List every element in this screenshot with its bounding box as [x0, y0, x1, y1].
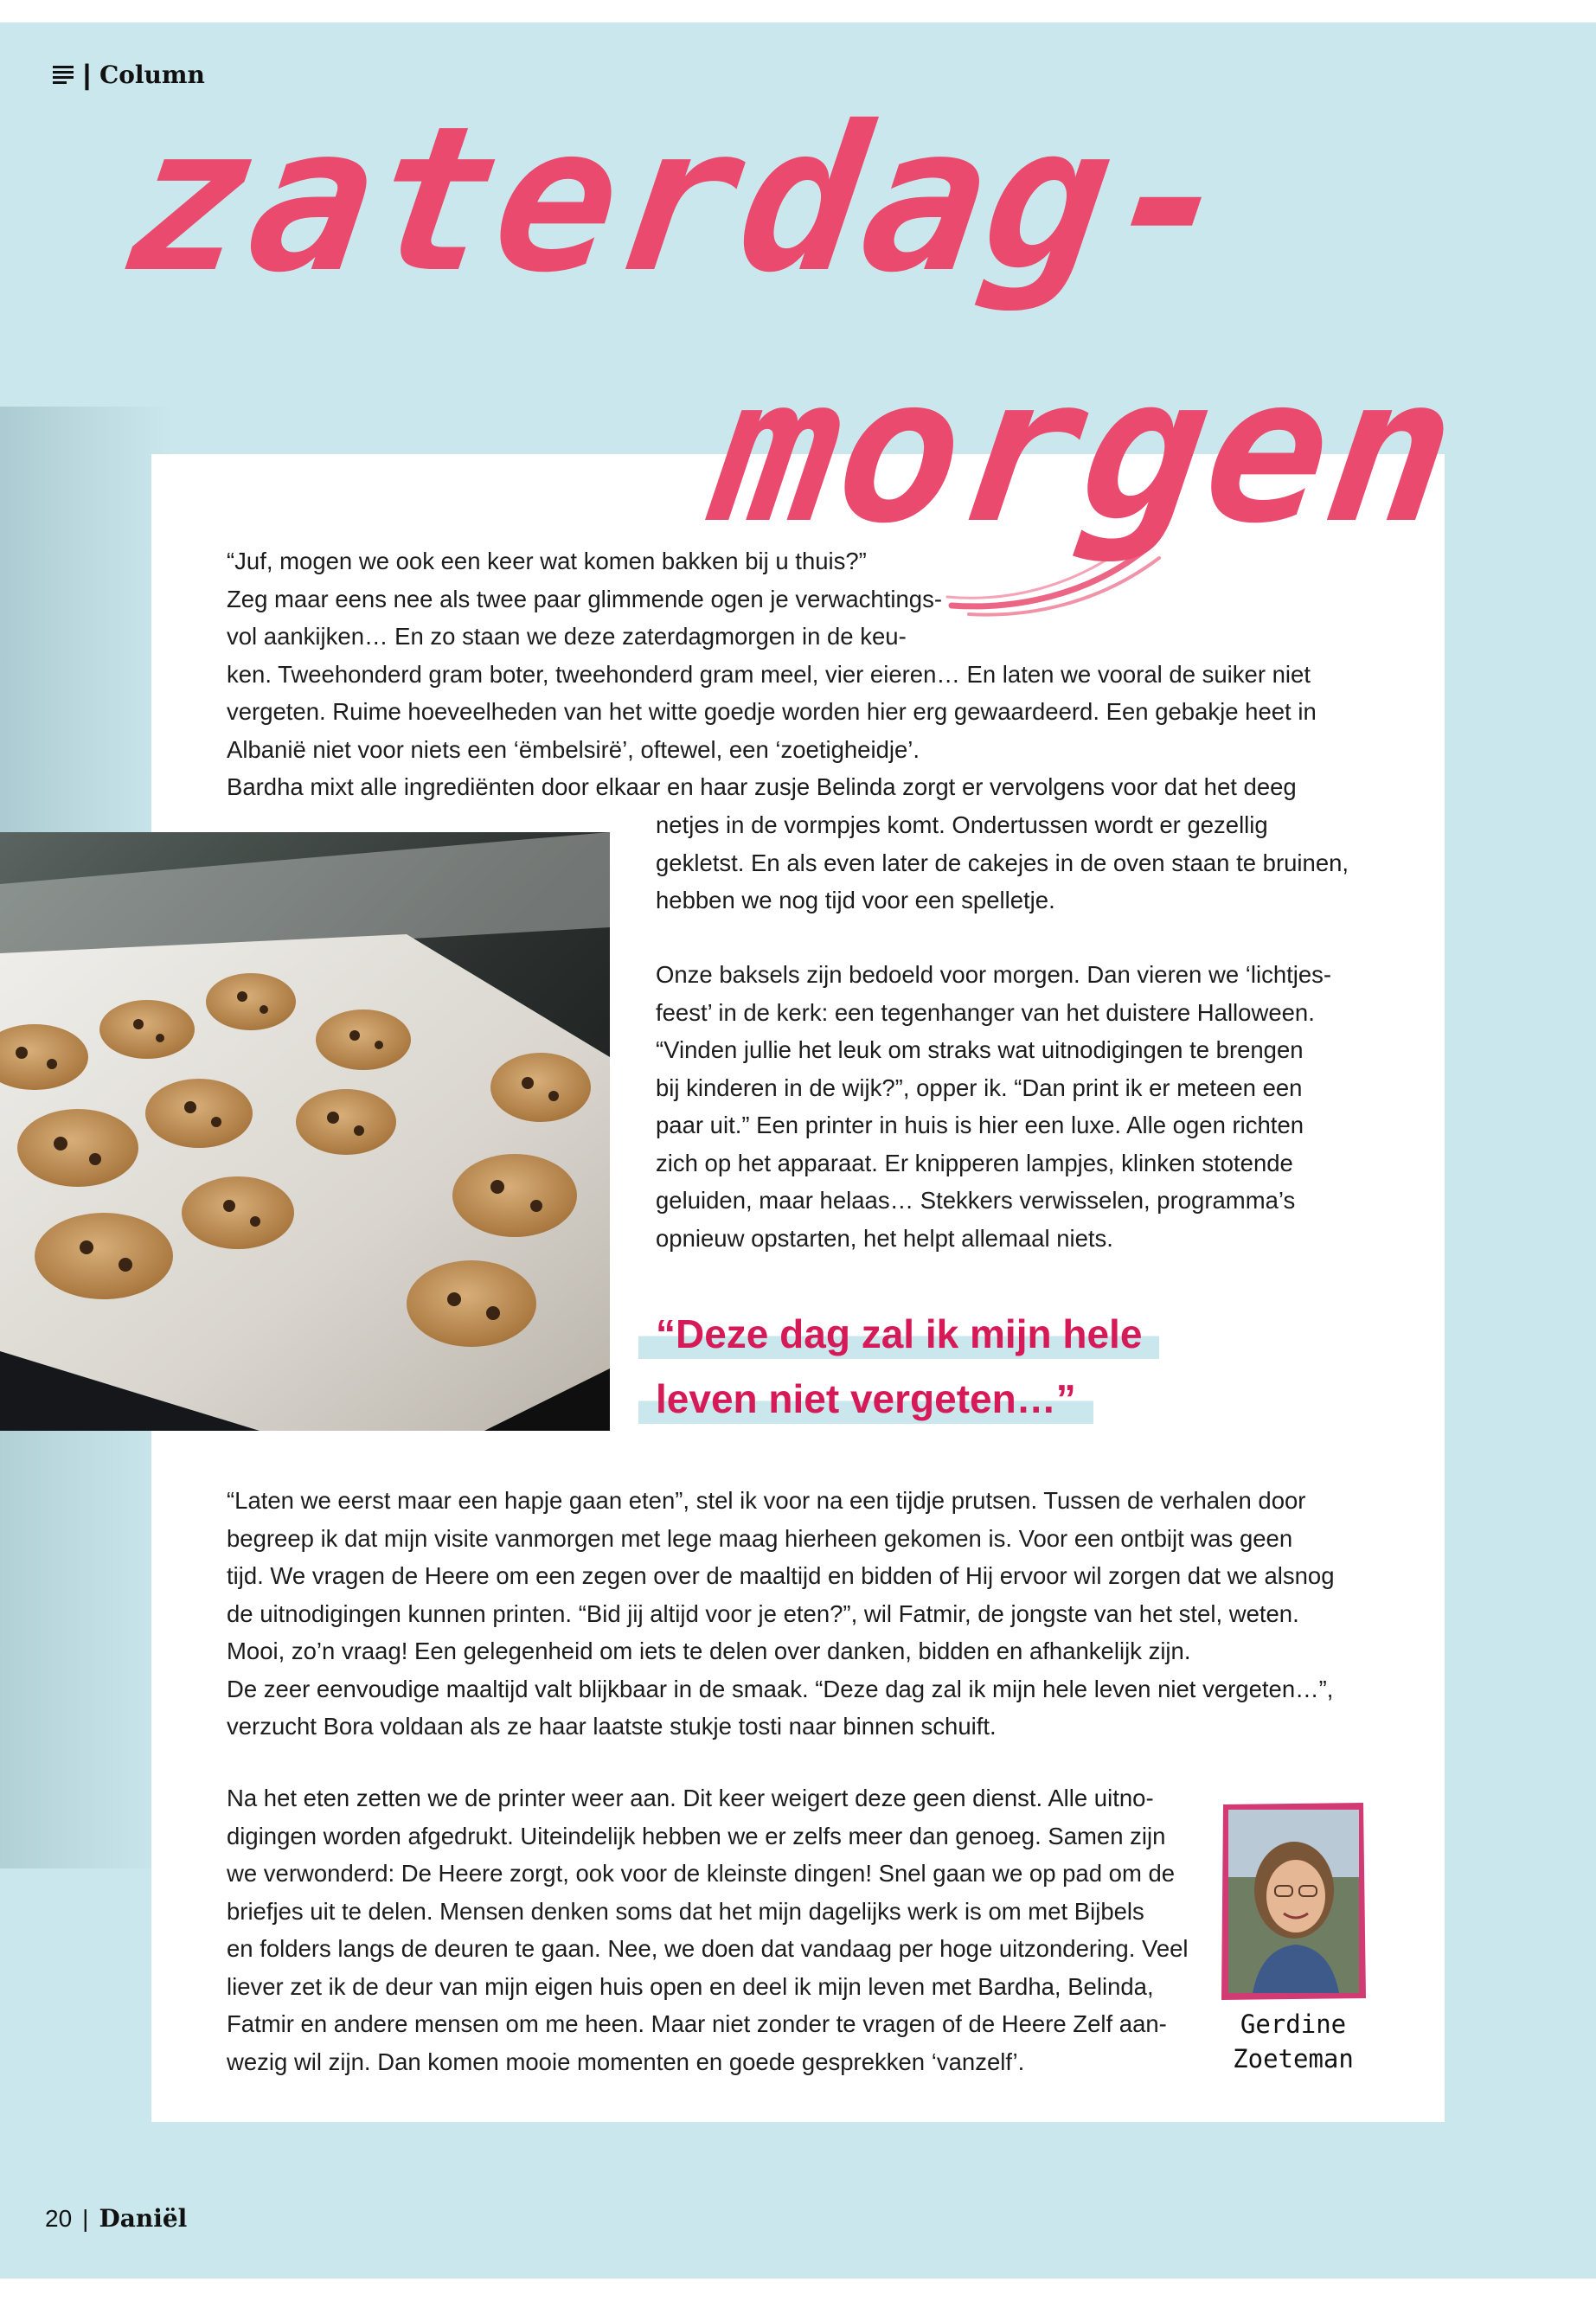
text-line: Albanië niet voor niets een ‘ëmbelsirë’, oftewel, een ‘zoetigheidje’.	[227, 735, 920, 763]
author-portrait	[1218, 1799, 1369, 2035]
watercolor-wash-lower	[0, 1419, 173, 1868]
text-line: en folders langs de deuren te gaan. Nee, we doen dat vandaag per hoge uitzondering. Veel	[227, 1935, 1189, 1962]
text-line: vergeten. Ruime hoeveelheden van het witte goedje worden hier erg gewaardeerd. Een gebakje heet in	[227, 698, 1317, 725]
text-line: “Juf, mogen we ook een keer wat komen bakken bij u thuis?”	[227, 548, 867, 574]
footer-separator: |	[82, 2204, 89, 2232]
text-line: Fatmir en andere mensen om me heen. Maar niet zonder te vragen of de Heere Zelf aan-	[227, 2010, 1167, 2037]
text-line: wezig wil zijn. Dan komen mooie momenten en goede gesprekken ‘vanzelf’.	[227, 2048, 1025, 2075]
text-line: tijd. We vragen de Heere om een zegen over de maaltijd en bidden of Hij ervoor wil zorgen dat we alsnog	[227, 1562, 1335, 1589]
cookies-photo	[0, 832, 610, 1431]
text-line: bij kinderen in de wijk?”, opper ik. “Dan print ik er meteen een	[656, 1074, 1303, 1101]
text-line: “Vinden jullie het leuk om straks wat uitnodigingen te brengen	[656, 1036, 1304, 1063]
top-margin	[0, 0, 1596, 22]
author-last-name: Zoeteman	[1233, 2044, 1354, 2073]
text-line: hebben we nog tijd voor een spelletje.	[656, 887, 1055, 913]
column-paragraph-2	[656, 956, 1331, 1257]
body-paragraph-2	[227, 1482, 1335, 1746]
text-lines-icon	[52, 64, 74, 87]
text-line: opnieuw opstarten, het helpt allemaal niets.	[656, 1224, 1113, 1252]
text-line: we verwonderd: De Heere zorgt, ook voor de kleinste dingen! Snel gaan we op pad om de	[227, 1860, 1176, 1887]
text-line: “Laten we eerst maar een hapje gaan eten”, stel ik voor na een tijdje prutsen. Tussen de verhalen door	[227, 1487, 1306, 1514]
text-line: verzucht Bora voldaan als ze haar laatste stukje tosti naar binnen schuift.	[227, 1713, 997, 1740]
body-paragraph-3	[227, 1779, 1189, 2080]
text-line: Zeg maar eens nee als twee paar glimmende ogen je verwachtings-	[227, 585, 942, 612]
pull-quote	[638, 1308, 1296, 1438]
text-line: Onze baksels zijn bedoeld voor morgen. Dan vieren we ‘lichtjes-	[656, 961, 1332, 988]
title-line-2: morgen	[702, 334, 1471, 567]
text-line: briefjes uit te delen. Mensen denken soms dat het mijn dagelijks werk is om met Bijbels	[227, 1897, 1144, 1925]
text-line: Na het eten zetten we de printer weer aan. Dit keer weigert deze geen dienst. Alle uitno-	[227, 1785, 1154, 1811]
text-line: De zeer eenvoudige maaltijd valt blijkbaar in de smaak. “Deze dag zal ik mijn hele leven niet vergeten…”,	[227, 1675, 1334, 1702]
text-line: begreep ik dat mijn visite vanmorgen met lege maag hierheen gekomen is. Voor een ontbijt was geen	[227, 1524, 1293, 1552]
text-line: gekletst. En als even later de cakejes in de oven staan te bruinen,	[656, 849, 1349, 876]
bottom-margin	[0, 2279, 1596, 2301]
text-line: vol aankijken… En zo staan we deze zaterdagmorgen in de keu-	[227, 623, 907, 650]
text-line: ken. Tweehonderd gram boter, tweehonderd gram meel, vier eieren… En laten we vooral de suiker niet	[227, 660, 1311, 688]
text-line: digingen worden afgedrukt. Uiteindelijk hebben we er zelfs meer dan genoeg. Samen zijn	[227, 1822, 1166, 1849]
title-line-1: zaterdag-	[113, 83, 1250, 317]
text-line: de uitnodigingen kunnen printen. “Bid jij altijd voor je eten?”, wil Fatmir, de jongste van het stel, weten.	[227, 1599, 1299, 1627]
text-line: geluiden, maar helaas… Stekkers verwisselen, programma’s	[656, 1187, 1296, 1214]
author-name	[1202, 2007, 1384, 2076]
column-paragraph-1	[656, 806, 1349, 920]
magazine-name: Daniël	[99, 2204, 188, 2233]
text-line: Mooi, zo’n vraag! Een gelegenheid om iets te delen over danken, bidden en afhankelijk zijn.	[227, 1638, 1191, 1664]
text-line: Bardha mixt alle ingrediënten door elkaar en haar zusje Belinda zorgt er vervolgens voor dat het deeg	[227, 773, 1297, 800]
pull-quote-line-2: leven niet vergeten…”	[638, 1373, 1093, 1424]
section-separator: |	[83, 59, 91, 90]
watercolor-wash-upper	[0, 407, 173, 856]
author-first-name: Gerdine	[1240, 2009, 1347, 2039]
page-footer	[45, 2204, 187, 2233]
text-line: feest’ in de kerk: een tegenhanger van het duistere Halloween.	[656, 998, 1315, 1026]
text-line: liever zet ik de deur van mijn eigen huis open en deel ik mijn leven met Bardha, Belinda,	[227, 1972, 1154, 2000]
section-label: Column	[99, 61, 205, 89]
text-line: netjes in de vormpjes komt. Ondertussen wordt er gezellig	[656, 811, 1268, 838]
intro-paragraph	[227, 542, 1317, 806]
text-line: zich op het apparaat. Er knipperen lampjes, klinken stotende	[656, 1149, 1293, 1176]
page-number: 20	[45, 2204, 73, 2232]
pull-quote-line-1: “Deze dag zal ik mijn hele	[638, 1308, 1159, 1359]
text-line: paar uit.” Een printer in huis is hier een luxe. Alle ogen richten	[656, 1112, 1304, 1138]
